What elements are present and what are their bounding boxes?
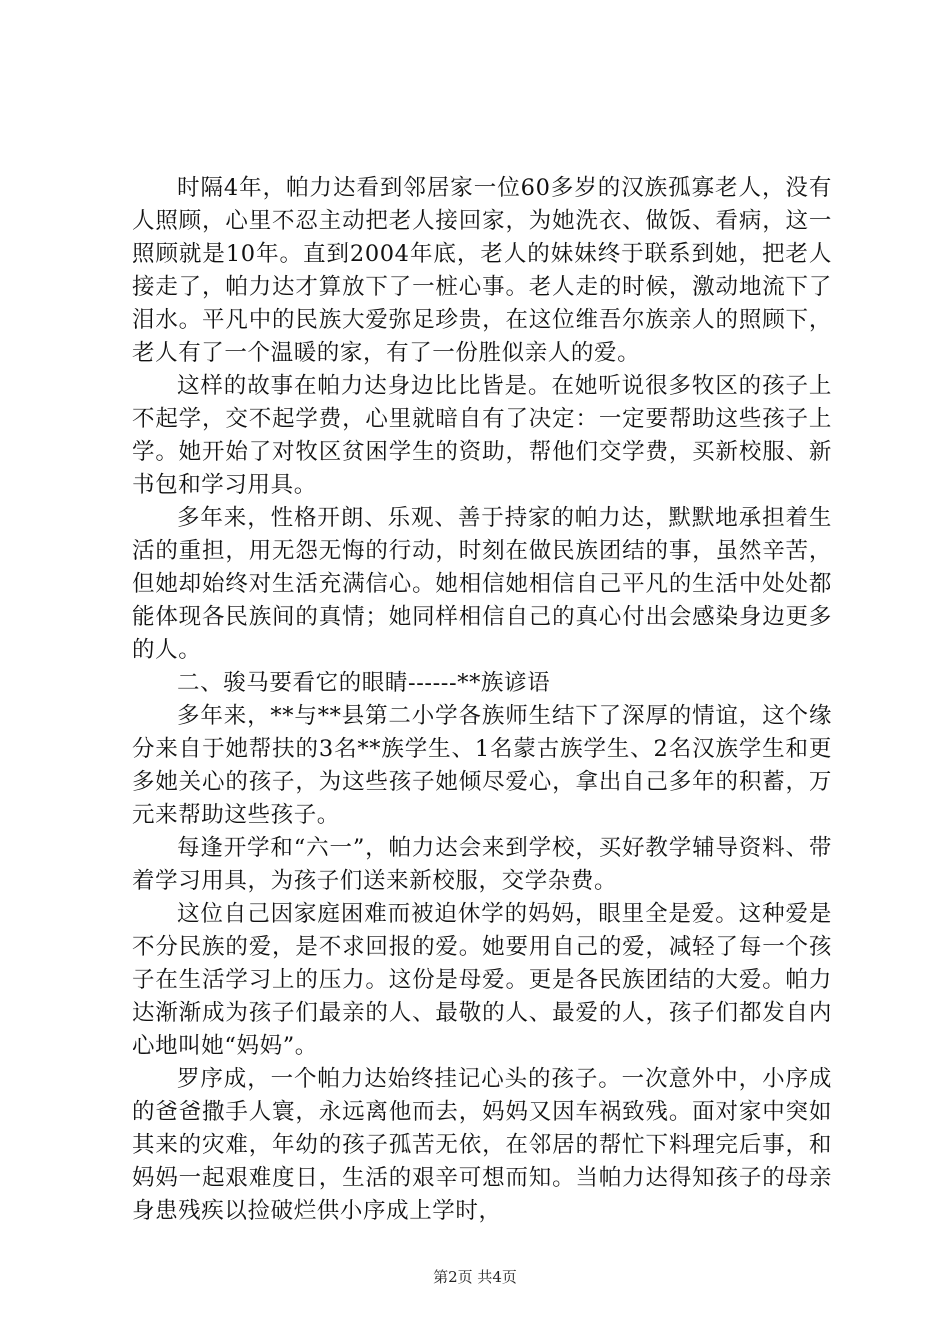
paragraph-4: 多年来，**与**县第二小学各族师生结下了深厚的情谊，这个缘分来自于她帮扶的3名**族学生、1名蒙古族学生、2名汉族学生和更多她关心的孩子，为这些孩子她倾尽爱心，拿出自己多年的积蓄，万元来帮助这些孩子。	[132, 703, 832, 828]
paragraph-3: 多年来，性格开朗、乐观、善于持家的帕力达，默默地承担着生活的重担，用无怨无悔的行动，时刻在做民族团结的事，虽然辛苦，但她却始终对生活充满信心。她相信她相信自己平凡的生活中处处都能体现各民族间的真情；她同样相信自己的真心付出会感染身边更多的人。	[132, 505, 832, 663]
paragraph-7: 罗序成，一个帕力达始终挂记心头的孩子。一次意外中，小序成的爸爸撒手人寰，永远离他而去，妈妈又因车祸致残。面对家中突如其来的灾难，年幼的孩子孤苦无依，在邻居的帮忙下料理完后事，和妈妈一起艰难度日，生活的艰辛可想而知。当帕力达得知孩子的母亲身患残疾以捡破烂供小序成上学时，	[132, 1066, 832, 1224]
paragraph-1: 时隔4年，帕力达看到邻居家一位60多岁的汉族孤寡老人，没有人照顾，心里不忍主动把老人接回家，为她洗衣、做饭、看病，这一照顾就是10年。直到2004年底，老人的妹妹终于联系到她，把老人接走了，帕力达才算放下了一桩心事。老人走的时候，激动地流下了泪水。平凡中的民族大爱弥足珍贵，在这位维吾尔族亲人的照顾下，老人有了一个温暖的家，有了一份胜似亲人的爱。	[132, 175, 832, 366]
paragraph-2: 这样的故事在帕力达身边比比皆是。在她听说很多牧区的孩子上不起学，交不起学费，心里就暗自有了决定：一定要帮助这些孩子上学。她开始了对牧区贫困学生的资助，帮他们交学费，买新校服、新书包和学习用具。	[132, 373, 832, 498]
paragraph-5: 每逢开学和“六一”，帕力达会来到学校，买好教学辅导资料、带着学习用具，为孩子们送来新校服，交学杂费。	[132, 835, 832, 894]
paragraph-6: 这位自己因家庭困难而被迫休学的妈妈，眼里全是爱。这种爱是不分民族的爱，是不求回报的爱。她要用自己的爱，减轻了每一个孩子在生活学习上的压力。这份是母爱。更是各民族团结的大爱。帕力达渐渐成为孩子们最亲的人、最敬的人、最爱的人，孩子们都发自内心地叫她“妈妈”。	[132, 901, 832, 1059]
section-heading: 二、骏马要看它的眼睛------**族谚语	[177, 670, 551, 696]
document-body	[132, 172, 832, 1228]
page-number-footer: 第2页 共4页	[433, 1268, 517, 1286]
